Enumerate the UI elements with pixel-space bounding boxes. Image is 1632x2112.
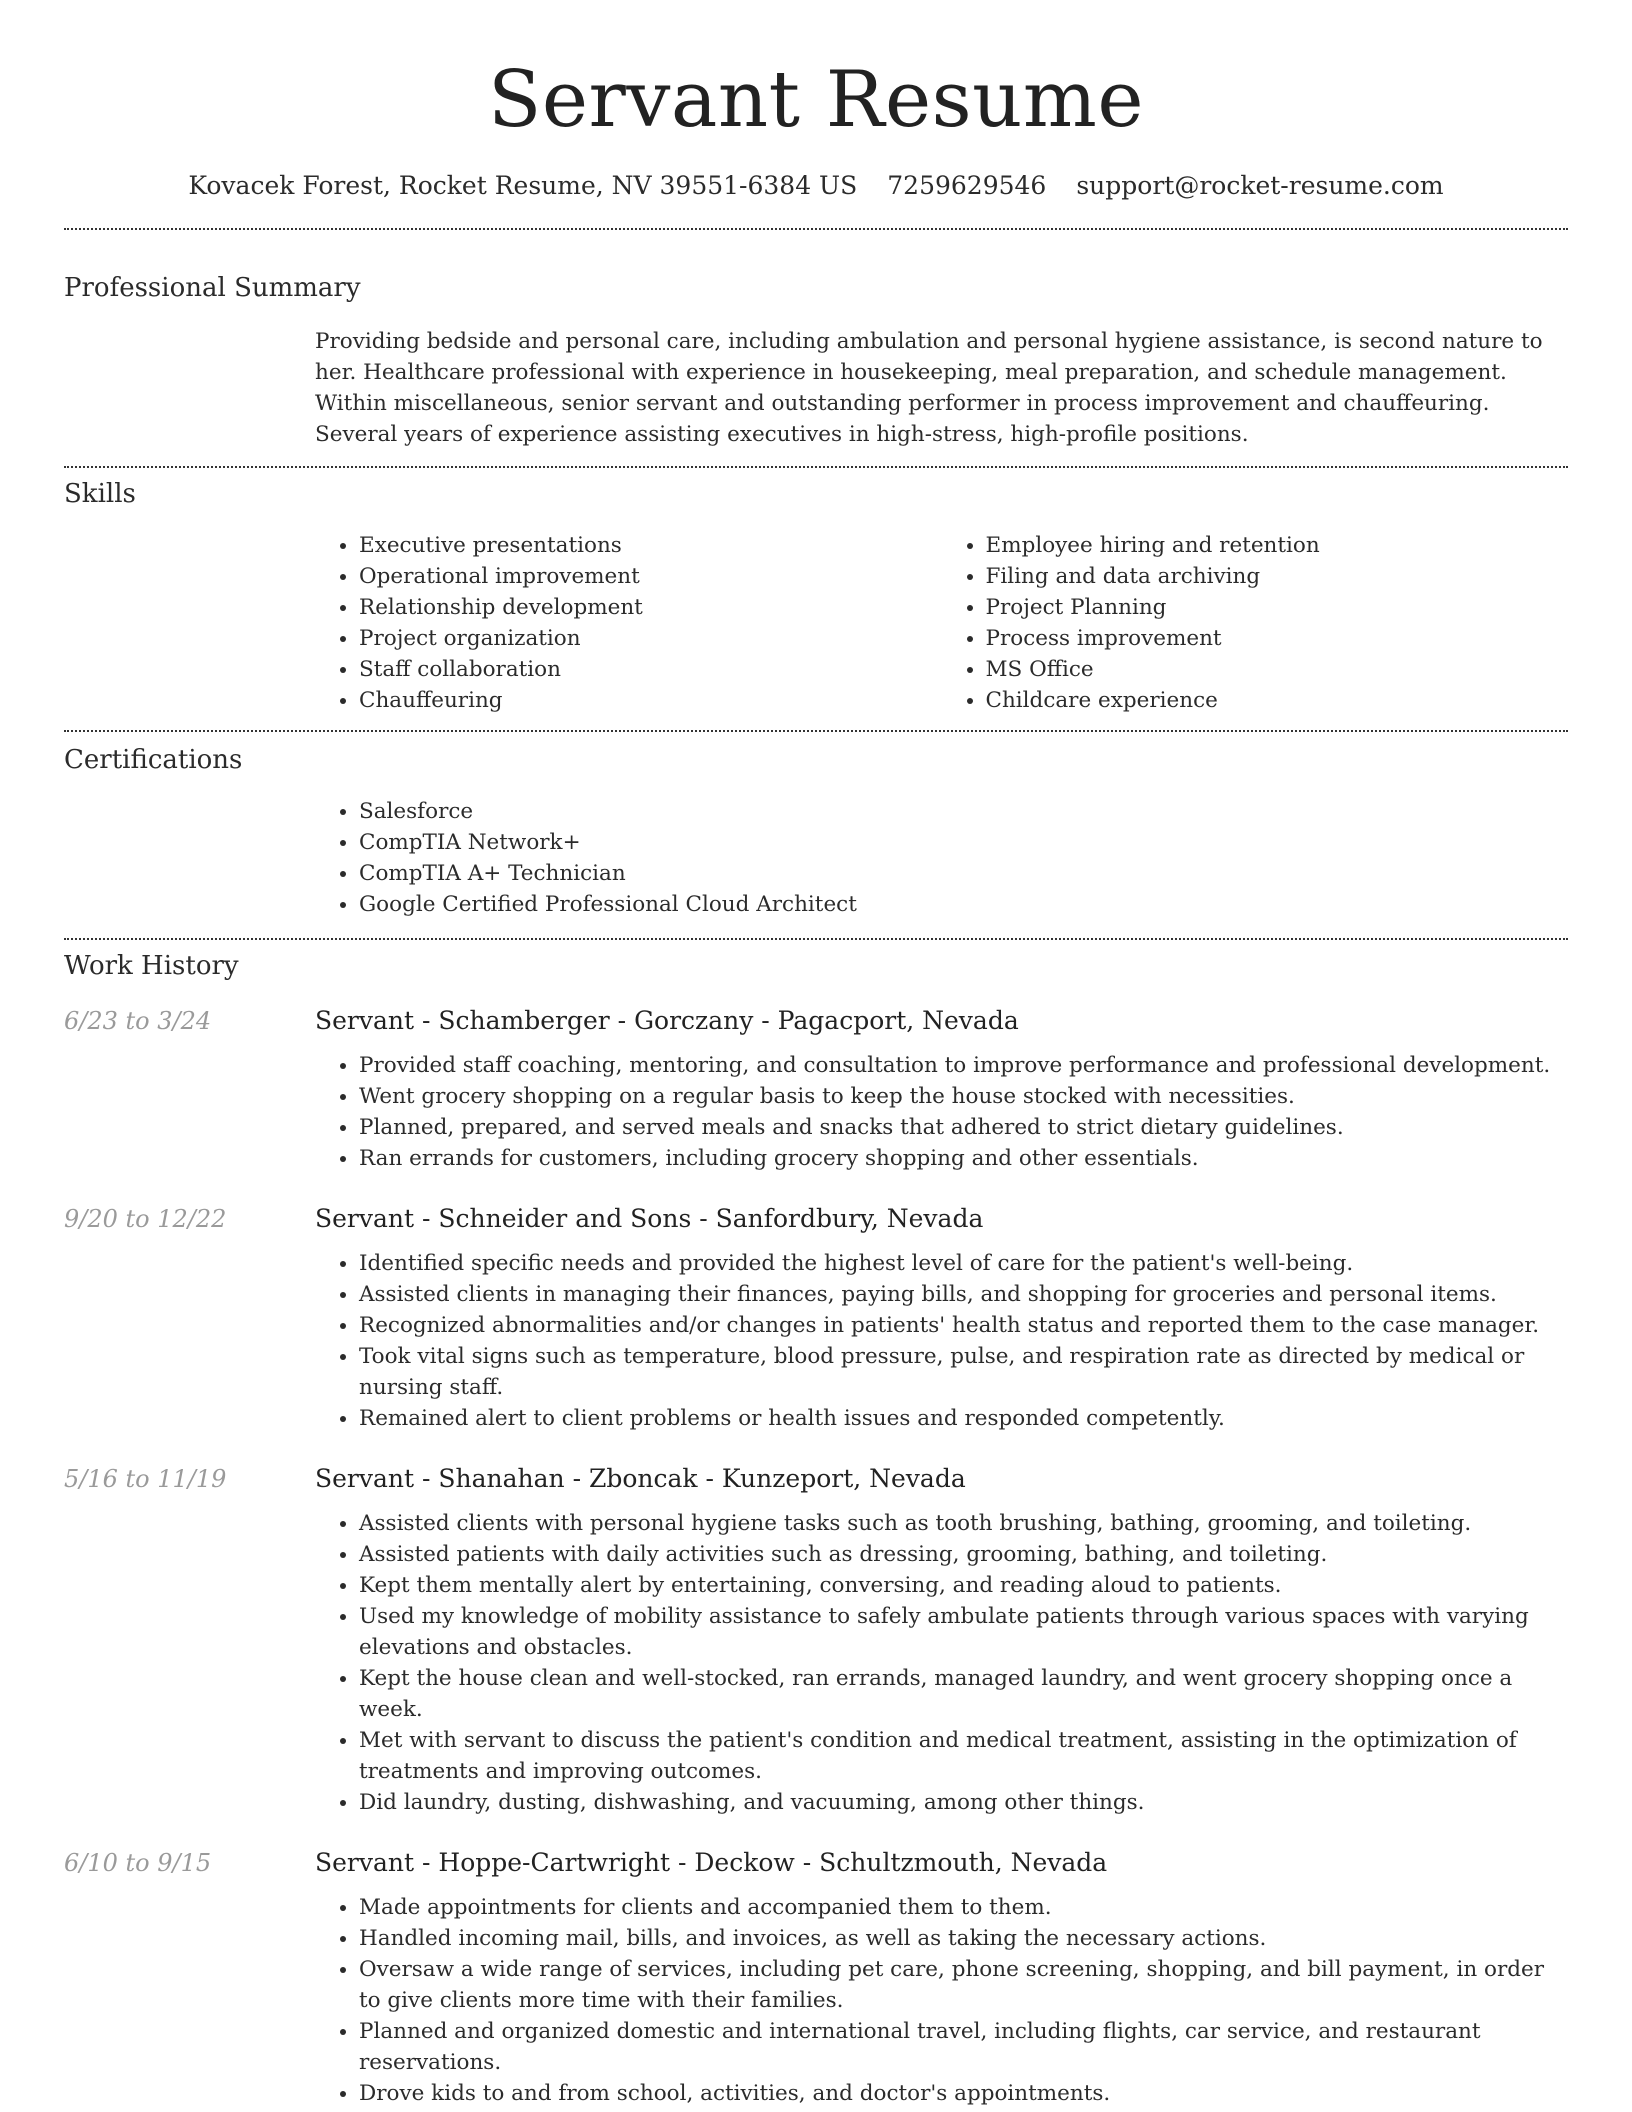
job-bullet: • Ran errands for customers, including grocery shopping and other essentials. xyxy=(359,1143,1568,1174)
job-title: Servant - Schamberger - Gorczany - Pagacport, Nevada xyxy=(315,1006,1019,1035)
job-bullet: • Identified specific needs and provided the highest level of care for the patient's well-being. xyxy=(359,1248,1568,1279)
skill-item: • Project organization xyxy=(359,623,942,654)
job-entry xyxy=(64,1846,1568,2109)
job-title: Servant - Hoppe-Cartwright - Deckow - Schultzmouth, Nevada xyxy=(315,1848,1108,1877)
skill-item: • Chauffeuring xyxy=(359,685,942,716)
work-history-section xyxy=(64,940,1568,2109)
contact-address: Kovacek Forest, Rocket Resume, NV 39551-6384 US xyxy=(188,171,858,200)
contact-phone: 7259629546 xyxy=(887,171,1047,200)
resume-page xyxy=(64,0,1568,2109)
job-bullet: • Did laundry, dusting, dishwashing, and vacuuming, among other things. xyxy=(359,1787,1568,1818)
job-bullet: • Planned and organized domestic and international travel, including flights, car service, and restaurant reservations. xyxy=(359,2016,1568,2078)
job-dates: 6/10 to 9/15 xyxy=(64,1849,212,1877)
certification-item: • Salesforce xyxy=(359,796,1568,827)
job-title: Servant - Schneider and Sons - Sanfordbury, Nevada xyxy=(315,1204,984,1233)
certifications-content xyxy=(315,796,1568,938)
skills-list-left xyxy=(315,530,942,716)
section-title-work: Work History xyxy=(64,951,239,981)
resume-title: Servant Resume xyxy=(487,55,1145,145)
contact-line xyxy=(64,170,1568,202)
certification-item: • CompTIA A+ Technician xyxy=(359,858,1568,889)
job-bullet: • Provided staff coaching, mentoring, and consultation to improve performance and professional development. xyxy=(359,1050,1568,1081)
job-body xyxy=(315,1462,1568,1818)
job-entry xyxy=(64,1004,1568,1174)
job-bullet: • Remained alert to client problems or health issues and responded competently. xyxy=(359,1403,1568,1434)
job-bullet: • Kept the house clean and well-stocked, ran errands, managed laundry, and went grocery shopping once a week. xyxy=(359,1663,1568,1725)
skill-item: • Executive presentations xyxy=(359,530,942,561)
job-bullet: • Oversaw a wide range of services, including pet care, phone screening, shopping, and bill payment, in order to give clients more time with their families. xyxy=(359,1954,1568,2016)
job-title: Servant - Shanahan - Zboncak - Kunzeport, Nevada xyxy=(315,1464,966,1493)
job-bullets xyxy=(315,1050,1568,1174)
job-bullet: • Assisted clients in managing their finances, paying bills, and shopping for groceries and personal items. xyxy=(359,1279,1568,1310)
certification-item: • CompTIA Network+ xyxy=(359,827,1568,858)
job-dates: 5/16 to 11/19 xyxy=(64,1465,227,1493)
job-body xyxy=(315,1004,1568,1174)
job-dates: 6/23 to 3/24 xyxy=(64,1007,212,1035)
skill-item: • Operational improvement xyxy=(359,561,942,592)
skill-item: • Project Planning xyxy=(986,592,1569,623)
job-entry xyxy=(64,1202,1568,1434)
section-title-certifications: Certifications xyxy=(64,745,243,775)
job-bullet: • Handled incoming mail, bills, and invoices, as well as taking the necessary actions. xyxy=(359,1923,1568,1954)
skill-item: • Staff collaboration xyxy=(359,654,942,685)
job-bullet: • Assisted patients with daily activities such as dressing, grooming, bathing, and toileting. xyxy=(359,1539,1568,1570)
skill-item: • Relationship development xyxy=(359,592,942,623)
skill-item: • Employee hiring and retention xyxy=(986,530,1569,561)
certifications-section xyxy=(64,732,1568,938)
job-body xyxy=(315,1202,1568,1434)
job-bullet: • Kept them mentally alert by entertaining, conversing, and reading aloud to patients. xyxy=(359,1570,1568,1601)
section-title-summary: Professional Summary xyxy=(64,273,361,303)
skills-section xyxy=(64,468,1568,730)
job-dates: 9/20 to 12/22 xyxy=(64,1205,227,1233)
job-bullets xyxy=(315,1892,1568,2109)
job-bullet: • Recognized abnormalities and/or changes in patients' health status and reported them to the case manager. xyxy=(359,1310,1568,1341)
job-bullet: • Went grocery shopping on a regular basis to keep the house stocked with necessities. xyxy=(359,1081,1568,1112)
job-body xyxy=(315,1846,1568,2109)
professional-summary-section xyxy=(64,230,1568,466)
certification-item: • Google Certified Professional Cloud Architect xyxy=(359,889,1568,920)
skills-list-right xyxy=(942,530,1569,716)
job-entry xyxy=(64,1462,1568,1818)
skill-item: • MS Office xyxy=(986,654,1569,685)
job-bullet: • Took vital signs such as temperature, blood pressure, pulse, and respiration rate as directed by medical or nursing staff. xyxy=(359,1341,1568,1403)
skill-item: • Childcare experience xyxy=(986,685,1569,716)
job-bullet: • Used my knowledge of mobility assistance to safely ambulate patients through various spaces with varying elevations and obstacles. xyxy=(359,1601,1568,1663)
section-title-skills: Skills xyxy=(64,479,136,509)
job-bullet: • Made appointments for clients and accompanied them to them. xyxy=(359,1892,1568,1923)
job-bullets xyxy=(315,1248,1568,1434)
job-bullet: • Met with servant to discuss the patient's condition and medical treatment, assisting in the optimization of treatments and improving outcomes. xyxy=(359,1725,1568,1787)
skill-item: • Process improvement xyxy=(986,623,1569,654)
skill-item: • Filing and data archiving xyxy=(986,561,1569,592)
job-bullet: • Planned, prepared, and served meals and snacks that adhered to strict dietary guidelines. xyxy=(359,1112,1568,1143)
job-bullet: • Drove kids to and from school, activities, and doctor's appointments. xyxy=(359,2078,1568,2109)
contact-email: support@rocket-resume.com xyxy=(1076,171,1444,200)
job-bullet: • Assisted clients with personal hygiene tasks such as tooth brushing, bathing, grooming, and toileting. xyxy=(359,1508,1568,1539)
job-bullets xyxy=(315,1508,1568,1818)
certifications-list xyxy=(315,796,1568,938)
summary-text: Providing bedside and personal care, including ambulation and personal hygiene assistance, is second nature to her. Healthcare professional with experience in housekeeping, meal preparation, and schedule management. Within miscellaneous, senior servant and outstanding performer in process improvement and chauffeuring. Several years of experience assisting executives in high-stress, high-profile positions. xyxy=(315,329,1543,447)
skills-grid xyxy=(315,530,1568,730)
